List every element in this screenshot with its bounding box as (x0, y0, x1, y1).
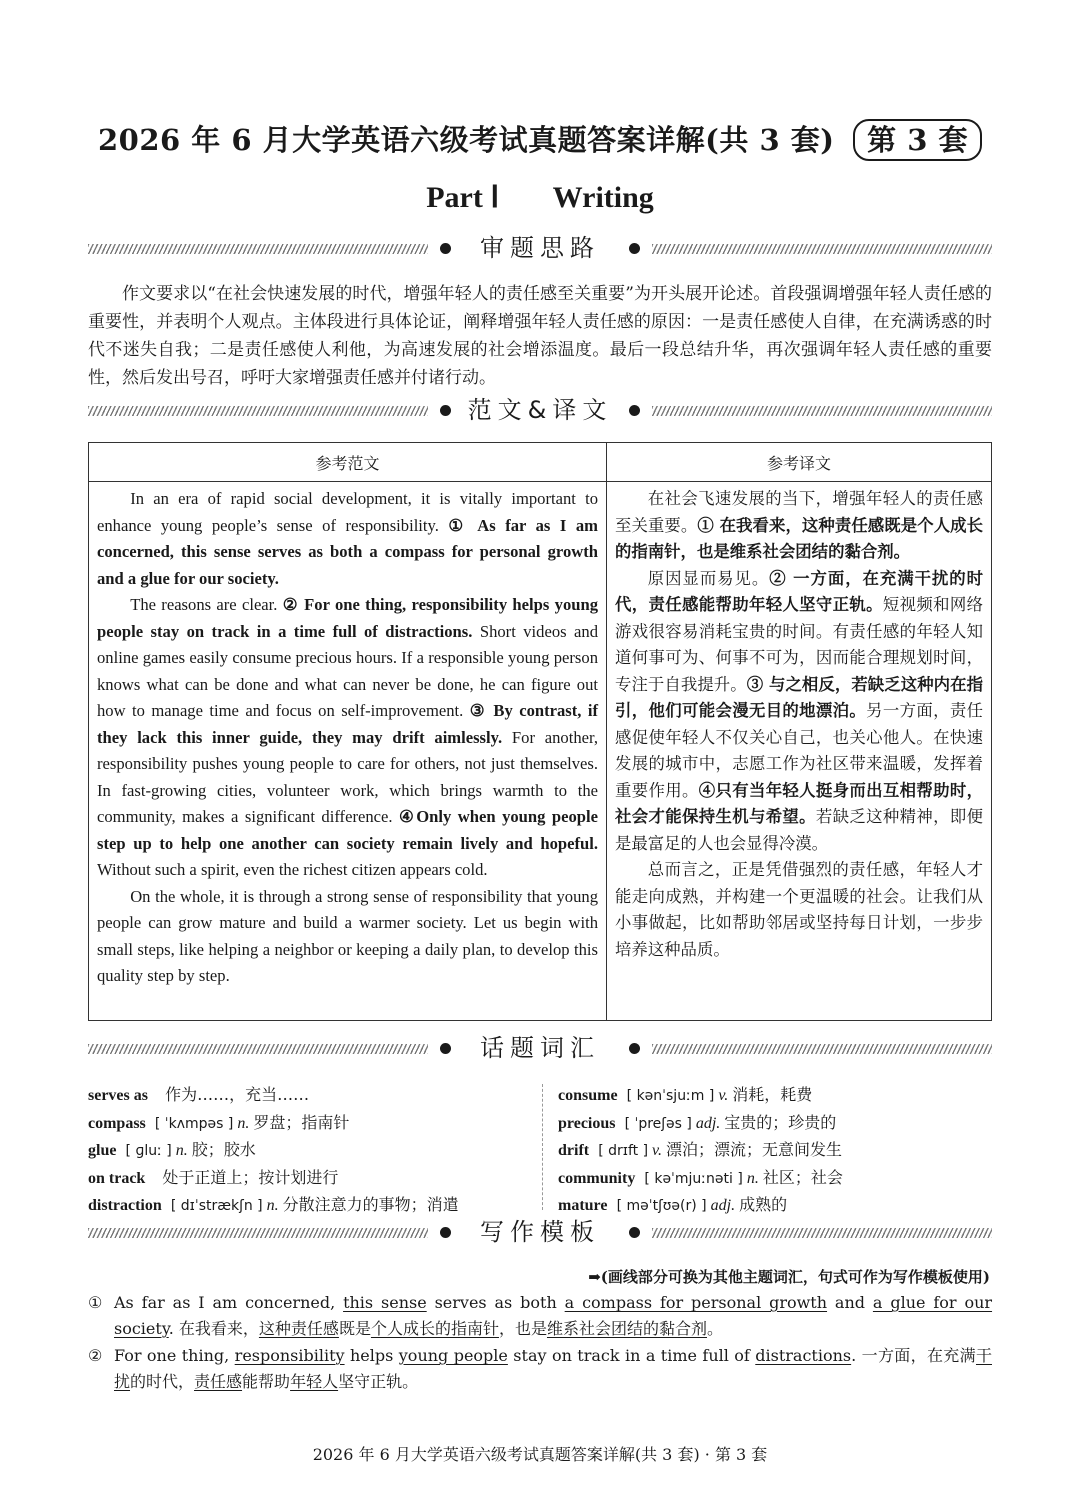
vocab-list-left (88, 1082, 459, 1220)
replaceable-phrase: 这种责任感 (258, 1319, 339, 1338)
vocab-phonetic: [ məˈtʃʊə(r) ] (616, 1198, 707, 1214)
vocab-word: serves as (88, 1087, 148, 1104)
key-translation-1: ① 在我看来，这种责任感既是个人成长的指南针，也是维系社会团结的黏合剂。 (615, 515, 983, 561)
bullet-dot (629, 243, 640, 254)
section-header-vocabulary (88, 1032, 992, 1064)
vocab-meaning: 社区；社会 (762, 1167, 843, 1187)
vocab-meaning: 分散注意力的事物；消遣 (282, 1195, 459, 1214)
essay-text: Short videos and online games easily consume precious hours. If a responsible young person knows what can be done and what can never be done, he can figure out how to manage time and focus on self-improvement. (97, 621, 598, 720)
essay-paragraph-3: On the whole, it is through a strong sense of responsibility that young people can grow mature and build a warmer society. Let us begin with small steps, like helping a neighbor or keeping a daily plan, to develop this quality step by step. (97, 886, 598, 985)
section-header-template (88, 1216, 992, 1248)
vocab-word: precious (558, 1114, 616, 1132)
replaceable-phrase: a compass for personal growth (564, 1293, 828, 1312)
essay-text: Without such a spirit, even the richest citizen appears cold. (97, 860, 488, 879)
hatch-divider (652, 1228, 992, 1238)
vocab-item (558, 1110, 843, 1138)
template-fragment: and (827, 1293, 873, 1312)
template-item-1 (88, 1290, 992, 1342)
title-main: 2026 年 6 月大学英语六级考试真题答案详解(共 3 套) (98, 123, 835, 157)
template-text (114, 1343, 992, 1395)
section-title: 写作模板 (480, 1218, 600, 1246)
key-translation-4: ④只有当年轻人挺身而出互相帮助时，社会才能保持生机与希望。 (615, 780, 984, 826)
vocab-pos: n. (237, 1114, 250, 1132)
bullet-dot (440, 243, 451, 254)
header-translation: 参考译文 (607, 443, 992, 482)
vocab-phonetic: [ ˈpreʃəs ] (624, 1115, 692, 1132)
vocab-divider (542, 1084, 543, 1210)
hatch-divider (652, 244, 992, 254)
hatch-divider (88, 1044, 428, 1054)
item-number: ② (88, 1346, 103, 1365)
vocab-item (558, 1165, 843, 1193)
template-fragment: As far as I am concerned, (114, 1293, 344, 1312)
vocab-word: community (558, 1169, 636, 1187)
sample-translation-table (88, 442, 992, 1021)
translation-text: 另一方面，责任感促使年轻人不仅关心自己，也关心他人。在快速发展的城市中，志愿工作为社区带来温暖，发挥着重要作用。 (615, 701, 984, 800)
key-sentence-3: ③ By contrast, if they lack this inner guide, they may drift aimlessly. (97, 701, 598, 747)
translation-paragraph-1 (615, 486, 983, 566)
bullet-dot (440, 1227, 451, 1238)
key-sentence-2: ② For one thing, responsibility helps young people stay on track in a time full of distractions. (97, 595, 598, 641)
bullet-dot (629, 1043, 640, 1054)
template-fragment: helps (344, 1346, 399, 1365)
replaceable-phrase: young people (398, 1346, 508, 1365)
vocab-word: drift (558, 1142, 590, 1159)
replaceable-phrase: distractions (755, 1346, 852, 1365)
section-header-sample (88, 394, 992, 426)
replaceable-phrase: 干扰 (114, 1346, 992, 1391)
vocab-list-right (558, 1082, 843, 1220)
vocab-pos: v. (718, 1087, 729, 1104)
vocab-pos: n. (266, 1197, 279, 1214)
template-fragment: 的时代， (130, 1372, 195, 1391)
replaceable-phrase: this sense (343, 1293, 427, 1312)
template-item-2 (88, 1343, 992, 1395)
template-fragment: 既是 (338, 1319, 371, 1338)
template-fragment: . 一方面，在充满 (851, 1346, 976, 1365)
section-title: 范文&译文 (467, 396, 613, 424)
item-number: ① (88, 1293, 103, 1312)
hatch-divider (88, 244, 428, 254)
replaceable-phrase: 个人成长的指南针 (370, 1319, 499, 1338)
vocab-pos: n. (746, 1169, 759, 1187)
vocab-meaning: 漂泊；漂流；无意间发生 (665, 1140, 842, 1159)
vocab-meaning: 处于正道上；按计划进行 (162, 1167, 339, 1187)
template-fragment: For one thing, (114, 1346, 235, 1365)
translation-paragraph-2 (615, 566, 983, 858)
template-fragment: stay on track in a time full of (507, 1346, 756, 1365)
section-title: 话题词汇 (480, 1034, 600, 1062)
replaceable-phrase: 年轻人 (290, 1372, 339, 1391)
vocab-pos: v. (652, 1142, 662, 1159)
essay-text: The reasons are clear. (130, 595, 283, 614)
hatch-divider (88, 1228, 428, 1238)
vocab-word: compass (88, 1114, 146, 1132)
vocab-word: consume (558, 1087, 618, 1104)
vocab-phonetic: [ drɪft ] (598, 1143, 649, 1159)
vocab-word: distraction (88, 1197, 162, 1214)
vocab-item (88, 1110, 459, 1138)
vocab-meaning: 作为……，充当…… (165, 1085, 310, 1104)
vocab-phonetic: [ kənˈsjuːm ] (626, 1088, 715, 1104)
essay-paragraph-1 (97, 486, 598, 592)
translation-text: 若缺乏这种精神，即便是最富足的人也会显得冷漠。 (615, 807, 984, 853)
page-title (0, 118, 1080, 161)
section-title: 审题思路 (480, 234, 600, 262)
key-translation-3: ③ 与之相反，若缺乏这种内在指引，他们可能会漫无目的地漂泊。 (615, 674, 983, 720)
sample-essay-cell (89, 482, 607, 1021)
template-hint: ➡(画线部分可换为其他主题词汇，句式可作为写作模板使用) (588, 1268, 990, 1286)
vocab-phonetic: [ kəˈmjuːnəti ] (644, 1170, 743, 1187)
replaceable-phrase: responsibility (234, 1346, 345, 1365)
header-sample-essay: 参考范文 (89, 443, 607, 482)
key-sentence-4: ④Only when young people step up to help one another can society remain lively and hopeful. (97, 807, 598, 853)
set-badge: 第 3 套 (853, 119, 982, 161)
translation-cell (607, 482, 992, 1021)
vocab-meaning: 罗盘；指南针 (253, 1112, 350, 1132)
vocab-item (88, 1137, 459, 1165)
vocab-pos: n. (175, 1142, 188, 1159)
vocab-word: glue (88, 1142, 117, 1159)
vocab-pos: adj. (695, 1114, 721, 1132)
hatch-divider (652, 1044, 992, 1054)
template-text (114, 1290, 992, 1342)
bullet-dot (629, 1227, 640, 1238)
bullet-dot (440, 405, 451, 416)
vocab-phonetic: [ ɡluː ] (125, 1143, 172, 1159)
vocab-phonetic: [ dɪˈstrækʃn ] (170, 1198, 263, 1214)
vocab-meaning: 消耗，耗费 (732, 1085, 813, 1104)
key-sentence-1: ① As far as I am concerned, this sense serves as both a compass for personal growth and a glue for our society. (97, 515, 598, 588)
vocab-item (558, 1082, 843, 1110)
analysis-paragraph (88, 280, 992, 392)
translation-paragraph-3: 总而言之，正是凭借强烈的责任感，年轻人才能走向成熟，并构建一个更温暖的社会。让我们从小事做起，比如帮助邻居或坚持每日计划，一步步培养这种品质。 (615, 860, 983, 959)
vocab-meaning: 胶；胶水 (191, 1140, 256, 1159)
template-fragment: 坚守正轨。 (338, 1372, 419, 1391)
part-heading (0, 180, 1080, 215)
vocab-item (88, 1082, 459, 1110)
template-fragment: ，也是 (498, 1319, 547, 1338)
page-footer: 2026 年 6 月大学英语六级考试真题答案详解(共 3 套) · 第 3 套 (312, 1445, 768, 1464)
vocab-word: mature (558, 1197, 608, 1214)
vocab-item (558, 1137, 843, 1165)
essay-text: In an era of rapid social development, it is vitally important to enhance young people’s sense of responsibility. (97, 489, 598, 535)
vocab-phonetic: [ ˈkʌmpəs ] (154, 1115, 234, 1132)
vocab-meaning: 宝贵的；珍贵的 (724, 1112, 837, 1132)
replaceable-phrase: 维系社会团结的黏合剂 (546, 1319, 707, 1338)
bullet-dot (440, 1043, 451, 1054)
hatch-divider (652, 406, 992, 416)
template-fragment: serves as both (426, 1293, 565, 1312)
translation-text: 在社会飞速发展的当下，增强年轻人的责任感至关重要。 (615, 489, 983, 535)
replaceable-phrase: a glue for our society (114, 1293, 993, 1338)
hatch-divider (88, 406, 428, 416)
translation-text: 短视频和网络游戏很容易消耗宝贵的时间。有责任感的年轻人知道何事可为、何事不可为，因而能合理规划时间，专注于自我提升。 (615, 595, 984, 694)
essay-paragraph-2 (97, 592, 598, 884)
section-header-analysis (88, 232, 992, 264)
part-name: Writing (552, 181, 654, 214)
vocab-meaning: 成熟的 (739, 1195, 788, 1214)
analysis-text: 作文要求以“在社会快速发展的时代，增强年轻人的责任感至关重要”为开头展开论述。首段强调增强年轻人责任感的重要性，并表明个人观点。主体段进行具体论证，阐释增强年轻人责任感的原因：一是责任感使人自律，在充满诱惑的时代不迷失自我；二是责任感使人利他，为高速发展的社会增添温度。最后一段总结升华，再次强调年轻人责任感的重要性，然后发出号召，呼吁大家增强责任感并付诸行动。 (88, 284, 992, 388)
key-translation-2: ② 一方面，在充满干扰的时代，责任感能帮助年轻人坚守正轨。 (615, 568, 983, 614)
replaceable-phrase: 责任感 (194, 1372, 243, 1391)
vocab-item (88, 1165, 459, 1193)
template-fragment: 能帮助 (242, 1372, 291, 1391)
translation-text: 原因显而易见。 (647, 568, 770, 588)
essay-text: For another, responsibility pushes young people to care for others, not just themselves. In fast-growing cities, volunteer work, which brings warmth to the community, makes a significant difference. (97, 727, 598, 826)
vocab-pos: adj. (710, 1197, 736, 1214)
vocab-word: on track (88, 1169, 146, 1187)
bullet-dot (629, 405, 640, 416)
template-fragment: . 在我看来， (168, 1319, 259, 1338)
part-number: Part Ⅰ (426, 181, 500, 214)
template-fragment: 。 (707, 1319, 724, 1338)
